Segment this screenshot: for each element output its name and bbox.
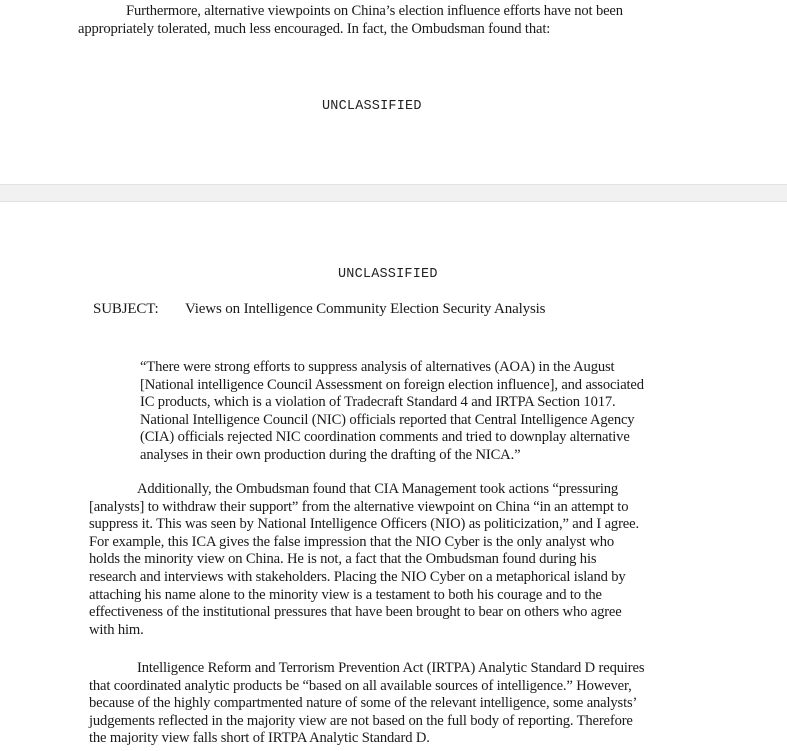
classification-marking-footer: UNCLASSIFIED xyxy=(322,99,422,114)
subject-line xyxy=(93,301,713,319)
subject-label: SUBJECT: xyxy=(93,301,159,317)
page-separator xyxy=(0,184,787,202)
text-line: because of the highly compartmented nature of some of the relevant intelligence, some analysts’ xyxy=(89,695,638,712)
classification-marking-header: UNCLASSIFIED xyxy=(338,267,438,282)
body-paragraph-1 xyxy=(89,481,709,639)
document-page-top xyxy=(0,0,787,184)
document-page-bottom xyxy=(0,202,787,751)
quote-line: (CIA) officials rejected NIC coordination comments and tried to downplay alternative xyxy=(140,429,630,446)
text-line: suppress it. This was seen by National Intelligence Officers (NIO) as politicization,” and I agree. xyxy=(89,516,639,533)
quote-line: National Intelligence Council (NIC) officials reported that Central Intelligence Agency xyxy=(140,411,635,428)
body-paragraph-2 xyxy=(89,660,709,748)
text-line: Furthermore, alternative viewpoints on China’s election influence efforts have not been xyxy=(126,3,623,19)
text-line: attaching his name alone to the minority view is a testament to both his courage and to the xyxy=(89,586,602,603)
text-line: that coordinated analytic products be “based on all available sources of intelligence.” However, xyxy=(89,677,632,694)
text-line: [analysts] to withdraw their support” from the alternative viewpoint on China “in an attempt to xyxy=(89,498,629,515)
text-line: Intelligence Reform and Terrorism Prevention Act (IRTPA) Analytic Standard D requires xyxy=(137,660,645,676)
quote-line: [National intelligence Council Assessment on foreign election influence], and associated xyxy=(140,376,644,393)
subject-text: Views on Intelligence Community Election Security Analysis xyxy=(185,301,546,317)
ombudsman-quote xyxy=(140,359,700,465)
top-paragraph xyxy=(78,3,718,38)
text-line: appropriately tolerated, much less encouraged. In fact, the Ombudsman found that: xyxy=(78,20,551,37)
text-line: For example, this ICA gives the false impression that the NIO Cyber is the only analyst who xyxy=(89,533,615,550)
quote-line: IC products, which is a violation of Tradecraft Standard 4 and IRTPA Section 1017. xyxy=(140,394,616,411)
text-line: holds the minority view on China. He is not, a fact that the Ombudsman found during his xyxy=(89,551,597,568)
quote-line: analyses in their own production during the drafting of the NICA.” xyxy=(140,446,521,463)
text-line: judgements reflected in the majority view are not based on the full body of reporting. Therefore xyxy=(89,712,633,729)
quote-line: “There were strong efforts to suppress analysis of alternatives (AOA) in the August xyxy=(140,359,615,375)
text-line: Additionally, the Ombudsman found that CIA Management took actions “pressuring xyxy=(137,481,619,497)
text-line: research and interviews with stakeholders. Placing the NIO Cyber on a metaphorical island by xyxy=(89,568,626,585)
text-line: effectiveness of the institutional pressures that have been brought to bear on others who agree xyxy=(89,604,622,621)
text-line: the majority view falls short of IRTPA Analytic Standard D. xyxy=(89,730,430,747)
text-line: with him. xyxy=(89,621,144,638)
